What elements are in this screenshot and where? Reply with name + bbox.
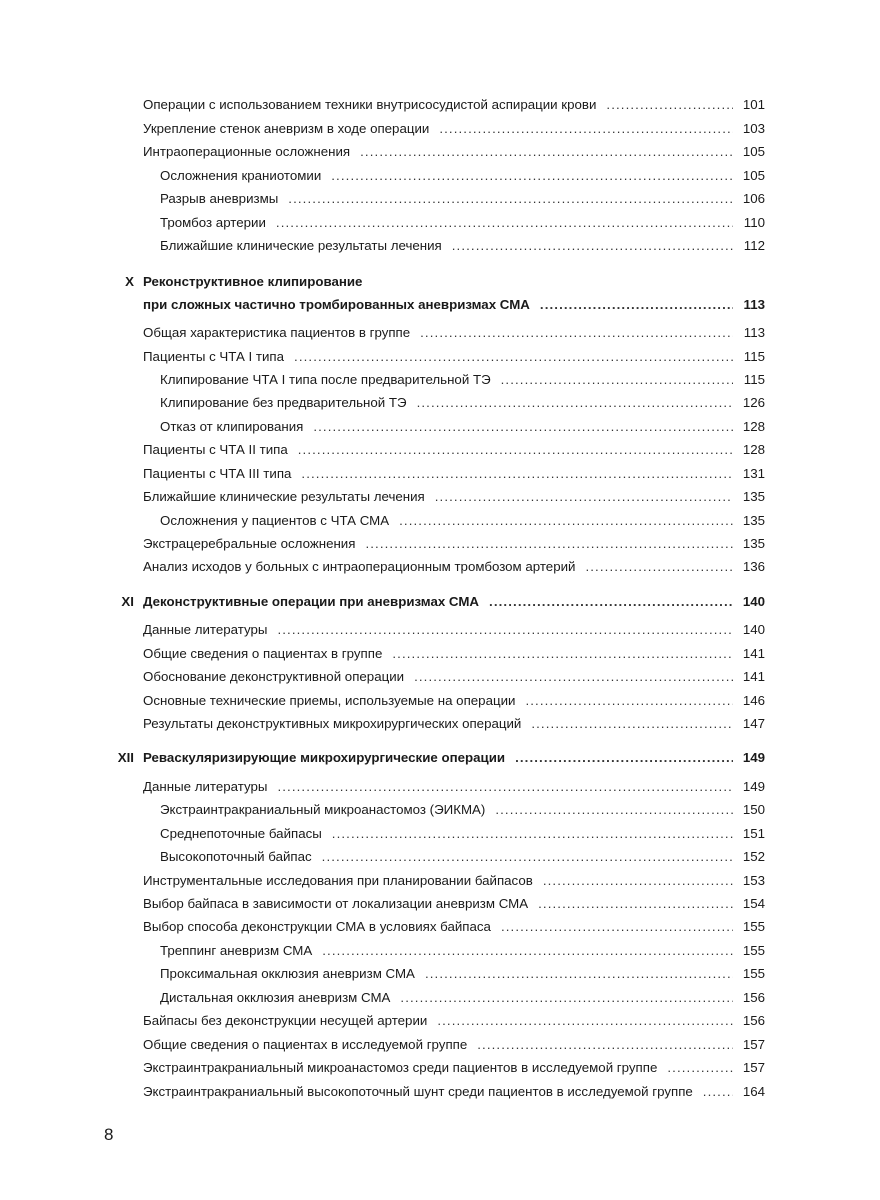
dot-leader	[331, 168, 733, 183]
toc-entry-page: 128	[742, 419, 765, 434]
toc-entry-page: 115	[743, 349, 765, 364]
toc-entry	[143, 919, 765, 939]
toc-entry-page: 149	[742, 779, 765, 794]
toc-entry-title: Осложнения краниотомии	[160, 168, 322, 183]
toc-entry-page: 141	[742, 646, 765, 661]
toc-entry	[143, 121, 765, 141]
toc-entry-title: Ближайшие клинические результаты лечения	[143, 489, 425, 504]
dot-leader	[585, 559, 732, 574]
toc-entry-page: 154	[742, 896, 765, 911]
toc-entry-title: Пациенты с ЧТА I типа	[143, 349, 285, 364]
dot-leader	[439, 121, 732, 136]
dot-leader	[365, 536, 732, 551]
dot-leader	[538, 896, 733, 911]
toc-entry-title: Анализ исходов у больных с интраоперационным тромбозом артерий	[143, 559, 576, 574]
toc-subentry	[160, 513, 765, 533]
chapter-heading	[143, 594, 765, 614]
chapter-number: XII	[117, 750, 134, 765]
toc-entry-page: 140	[742, 622, 765, 637]
toc-entry-title: Экстраинтракраниальный высокопоточный шунт среди пациентов в исследуемой группе	[143, 1084, 693, 1099]
dot-leader	[501, 919, 733, 934]
toc-entry-page: 101	[742, 97, 765, 112]
dot-leader	[288, 191, 733, 206]
dot-leader	[452, 238, 733, 253]
dot-leader	[322, 943, 733, 958]
toc-entry	[143, 779, 765, 799]
toc-entry	[143, 896, 765, 916]
toc-entry-title: Выбор способа деконструкции СМА в условиях байпаса	[143, 919, 491, 934]
dot-leader	[501, 372, 733, 387]
toc-entry	[143, 669, 765, 689]
toc-entry	[143, 559, 765, 579]
dot-leader	[495, 802, 732, 817]
toc-entry-title: Разрыв аневризмы	[160, 191, 279, 206]
toc-entry-page: 150	[742, 802, 765, 817]
toc-entry-title: Пациенты с ЧТА II типа	[143, 442, 288, 457]
toc-subentry	[160, 990, 765, 1010]
dot-leader	[360, 144, 733, 159]
toc-entry-page: 106	[742, 191, 765, 206]
toc-entry-page: 113	[743, 325, 765, 340]
dot-leader	[703, 1084, 733, 1099]
toc-entry	[143, 1037, 765, 1057]
toc-subentry	[160, 372, 765, 392]
toc-entry-title: Укрепление стенок аневризм в ходе операции	[143, 121, 430, 136]
toc-entry-page: 156	[742, 990, 765, 1005]
toc-entry-title: Высокопоточный байпас	[160, 849, 312, 864]
dot-leader	[425, 966, 733, 981]
dot-leader	[667, 1060, 732, 1075]
chapter-heading	[143, 297, 765, 317]
dot-leader	[322, 849, 733, 864]
dot-leader	[313, 419, 732, 434]
toc-entry-title: Осложнения у пациентов с ЧТА СМА	[160, 513, 390, 528]
toc-entry-title: Общие сведения о пациентах в группе	[143, 646, 383, 661]
toc-entry-title: Ближайшие клинические результаты лечения	[160, 238, 442, 253]
dot-leader	[540, 297, 733, 312]
toc-entry-page: 131	[742, 466, 765, 481]
toc-entry-title: Общая характеристика пациентов в группе	[143, 325, 411, 340]
dot-leader	[543, 873, 733, 888]
toc-entry	[143, 693, 765, 713]
toc-entry-title: Обоснование деконструктивной операции	[143, 669, 405, 684]
toc-entry-page: 103	[742, 121, 765, 136]
dot-leader	[437, 1013, 733, 1028]
toc-entry-title: Интраоперационные осложнения	[143, 144, 351, 159]
toc-subentry	[160, 191, 765, 211]
toc-entry-title: Выбор байпаса в зависимости от локализации аневризм СМА	[143, 896, 529, 911]
toc-entry-page: 147	[742, 716, 765, 731]
toc-subentry	[160, 215, 765, 235]
toc-entry-title: Байпасы без деконструкции несущей артерии	[143, 1013, 428, 1028]
toc-subentry	[160, 168, 765, 188]
chapter-number: XI	[121, 594, 134, 609]
toc-entry	[143, 1060, 765, 1080]
toc-entry-title: Операции с использованием техники внутрисосудистой аспирации крови	[143, 97, 597, 112]
dot-leader	[477, 1037, 733, 1052]
toc-entry-page: 135	[742, 536, 765, 551]
dot-leader	[414, 669, 733, 684]
dot-leader	[301, 466, 732, 481]
dot-leader	[399, 513, 733, 528]
toc-entry-page: 110	[743, 215, 765, 230]
dot-leader	[294, 349, 733, 364]
toc-entry	[143, 646, 765, 666]
chapter-page: 149	[742, 750, 765, 765]
toc-subentry	[160, 943, 765, 963]
toc-entry-page: 153	[742, 873, 765, 888]
chapter-title: Реваскуляризирующие микрохирургические операции	[143, 750, 506, 765]
dot-leader	[298, 442, 733, 457]
dot-leader	[277, 779, 732, 794]
toc-entry-title: Данные литературы	[143, 779, 268, 794]
toc-entry-page: 156	[742, 1013, 765, 1028]
toc-entry-title: Экстраинтракраниальный микроанастомоз среди пациентов в исследуемой группе	[143, 1060, 658, 1075]
toc-entry-page: 128	[742, 442, 765, 457]
toc-entry-page: 112	[743, 238, 765, 253]
dot-leader	[417, 395, 733, 410]
dot-leader	[606, 97, 732, 112]
toc-subentry	[160, 238, 765, 258]
dot-leader	[392, 646, 732, 661]
toc-entry	[143, 1013, 765, 1033]
toc-entry-page: 157	[742, 1037, 765, 1052]
toc-entry-title: Дистальная окклюзия аневризм СМА	[160, 990, 391, 1005]
chapter-title-line2: при сложных частично тромбированных аневризмах СМА	[143, 297, 530, 312]
toc-entry	[143, 97, 765, 117]
toc-entry-page: 164	[742, 1084, 765, 1099]
toc-subentry	[160, 802, 765, 822]
chapter-title: Реконструктивное клипирование	[143, 274, 363, 289]
dot-leader	[400, 990, 732, 1005]
toc-subentry	[160, 826, 765, 846]
toc-entry-page: 152	[742, 849, 765, 864]
toc-entry	[143, 1084, 765, 1104]
toc-entry-title: Данные литературы	[143, 622, 268, 637]
toc-entry	[143, 536, 765, 556]
toc-entry-page: 155	[742, 966, 765, 981]
toc-entry-page: 136	[742, 559, 765, 574]
toc-subentry	[160, 849, 765, 869]
dot-leader	[277, 622, 732, 637]
toc-subentry	[160, 419, 765, 439]
dot-leader	[531, 716, 732, 731]
dot-leader	[420, 325, 733, 340]
chapter-page: 113	[743, 297, 765, 312]
toc-entry-page: 126	[742, 395, 765, 410]
dot-leader	[489, 594, 733, 609]
dot-leader	[332, 826, 733, 841]
toc-entry-page: 115	[743, 372, 765, 387]
toc-entry-title: Отказ от клипирования	[160, 419, 304, 434]
dot-leader	[435, 489, 733, 504]
chapter-title: Деконструктивные операции при аневризмах СМА	[143, 594, 480, 609]
toc-entry-page: 105	[742, 144, 765, 159]
toc-entry-page: 105	[742, 168, 765, 183]
toc-entry	[143, 716, 765, 736]
dot-leader	[525, 693, 732, 708]
toc-entry-page: 157	[742, 1060, 765, 1075]
toc-entry-title: Тромбоз артерии	[160, 215, 266, 230]
toc-entry-title: Инструментальные исследования при планировании байпасов	[143, 873, 533, 888]
chapter-number: X	[125, 274, 134, 289]
toc-entry	[143, 489, 765, 509]
toc-entry	[143, 349, 765, 369]
toc-entry-title: Экстраинтракраниальный микроанастомоз (ЭИКМА)	[160, 802, 486, 817]
toc-entry-page: 151	[742, 826, 765, 841]
toc-entry-title: Клипирование ЧТА I типа после предварительной ТЭ	[160, 372, 491, 387]
toc-subentry	[160, 395, 765, 415]
toc-entry-page: 146	[742, 693, 765, 708]
toc-entry-page: 155	[742, 919, 765, 934]
toc-entry	[143, 622, 765, 642]
toc-entry-title: Результаты деконструктивных микрохирургических операций	[143, 716, 522, 731]
toc-entry-title: Общие сведения о пациентах в исследуемой группе	[143, 1037, 468, 1052]
chapter-page: 140	[742, 594, 765, 609]
toc-entry-title: Проксимальная окклюзия аневризм СМА	[160, 966, 415, 981]
dot-leader	[515, 750, 733, 765]
toc-entry-title: Экстрацеребральные осложнения	[143, 536, 356, 551]
toc-entry-title: Основные технические приемы, используемые на операции	[143, 693, 516, 708]
toc-entry-page: 135	[742, 489, 765, 504]
dot-leader	[276, 215, 733, 230]
toc-entry	[143, 325, 765, 345]
toc-entry-title: Пациенты с ЧТА III типа	[143, 466, 292, 481]
toc-entry-page: 135	[742, 513, 765, 528]
toc-entry-title: Треппинг аневризм СМА	[160, 943, 313, 958]
chapter-heading	[143, 750, 765, 770]
toc-entry	[143, 873, 765, 893]
toc-entry	[143, 442, 765, 462]
toc-entry	[143, 144, 765, 164]
toc-entry-title: Среднепоточные байпасы	[160, 826, 322, 841]
toc-entry-title: Клипирование без предварительной ТЭ	[160, 395, 407, 410]
toc-entry-page: 155	[742, 943, 765, 958]
page-number: 8	[104, 1125, 114, 1144]
toc-subentry	[160, 966, 765, 986]
toc-entry	[143, 466, 765, 486]
toc-entry-page: 141	[742, 669, 765, 684]
